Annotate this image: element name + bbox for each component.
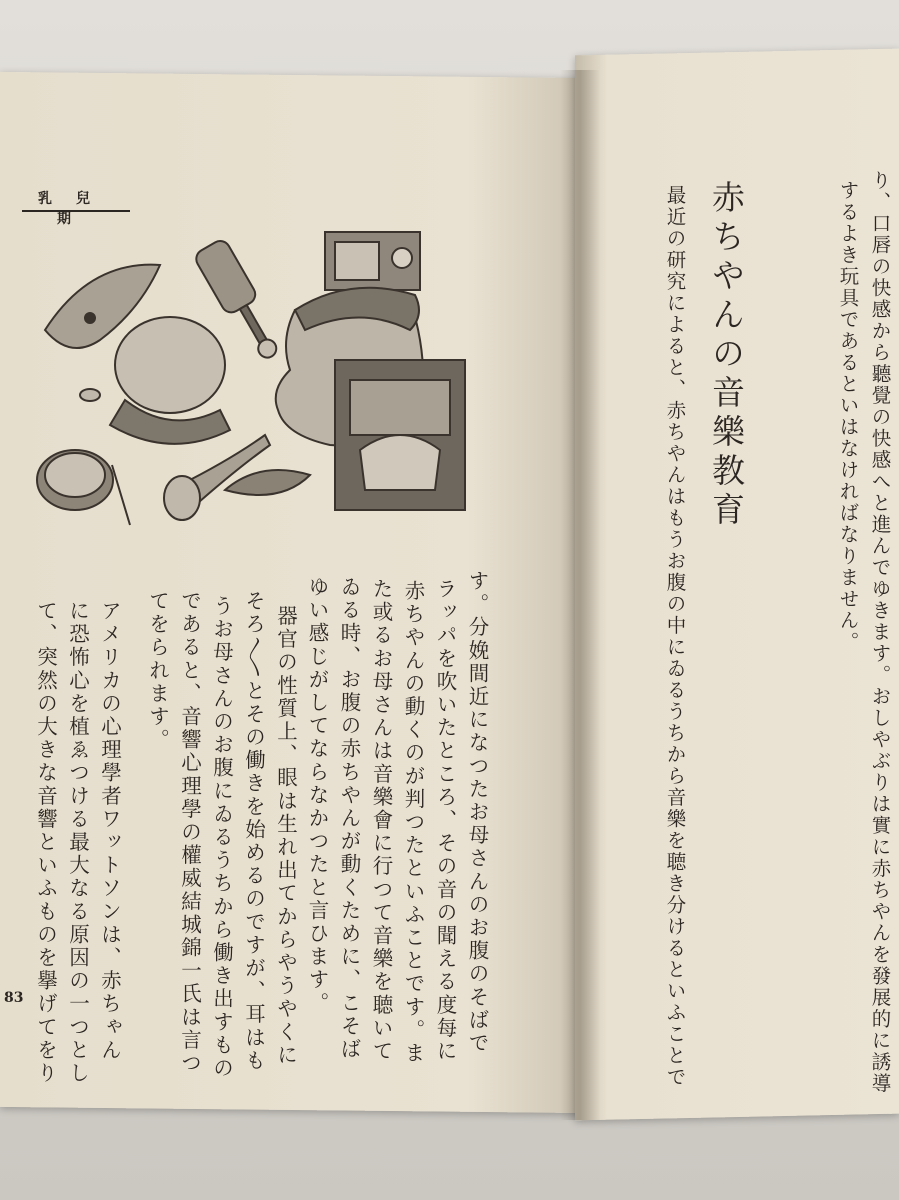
book-gutter [560, 70, 600, 1120]
left-upper-column-4: た或るお母さんは音樂會に行つて音樂を聴いて [369, 578, 393, 1064]
left-upper-column-3: 赤ちやんの動くのが判つたといふことです。ま [401, 580, 425, 1066]
left-lower-column-6: アメリカの心理學者ワットソンは、赤ちゃん [97, 600, 122, 1062]
running-header: 乳兒期 [22, 188, 130, 212]
left-lower-column-2: そろ〳〵とその働きを始めるのですが、耳はも [241, 590, 266, 1073]
left-lower-column-4: であると、音響心理學の權威結城錦一氏は言つ [177, 590, 202, 1076]
left-lower-column-1: 器官の性質上、眼は生れ出てからやうやくに [273, 605, 298, 1067]
right-body-column-1: 最近の研究によると、赤ちやんはもうお腹の中にゐるうちから音樂を聴き分けるといふことで [663, 185, 687, 1088]
right-top-column-2: するよき玩具であるといはなければなりません。 [836, 180, 860, 653]
page-number: 83 [4, 990, 24, 1006]
section-title: 赤ちやんの音樂教育 [707, 180, 746, 531]
left-upper-column-2: ラッパを吹いたところ、その音の聞える度每に [433, 578, 457, 1064]
right-top-column-1: り、口唇の快感から聽覺の快感へと進んでゆきます。おしやぶりは實に赤ちやんを發展的に誘導 [868, 170, 892, 1095]
left-lower-column-5: てをられます。 [145, 590, 170, 752]
baby-toys-illustration [30, 220, 480, 535]
left-lower-column-8: て、突然の大きな音響といふものを擧げてをり [33, 600, 58, 1086]
left-upper-column-1: す。分娩間近になつたお母さんのお腹のそばで [465, 570, 489, 1056]
left-upper-column-5: ゐる時、お腹の赤ちやんが動くために、こそば [337, 576, 361, 1062]
left-lower-column-3: うお母さんのお腹にゐるうちから働き出すもの [209, 595, 234, 1081]
left-upper-column-6: ゆい感じがしてならなかつたと言ひます。 [305, 576, 329, 1015]
left-lower-column-7: に恐怖心を植ゑつける最大なる原因の一つとし [65, 600, 90, 1086]
